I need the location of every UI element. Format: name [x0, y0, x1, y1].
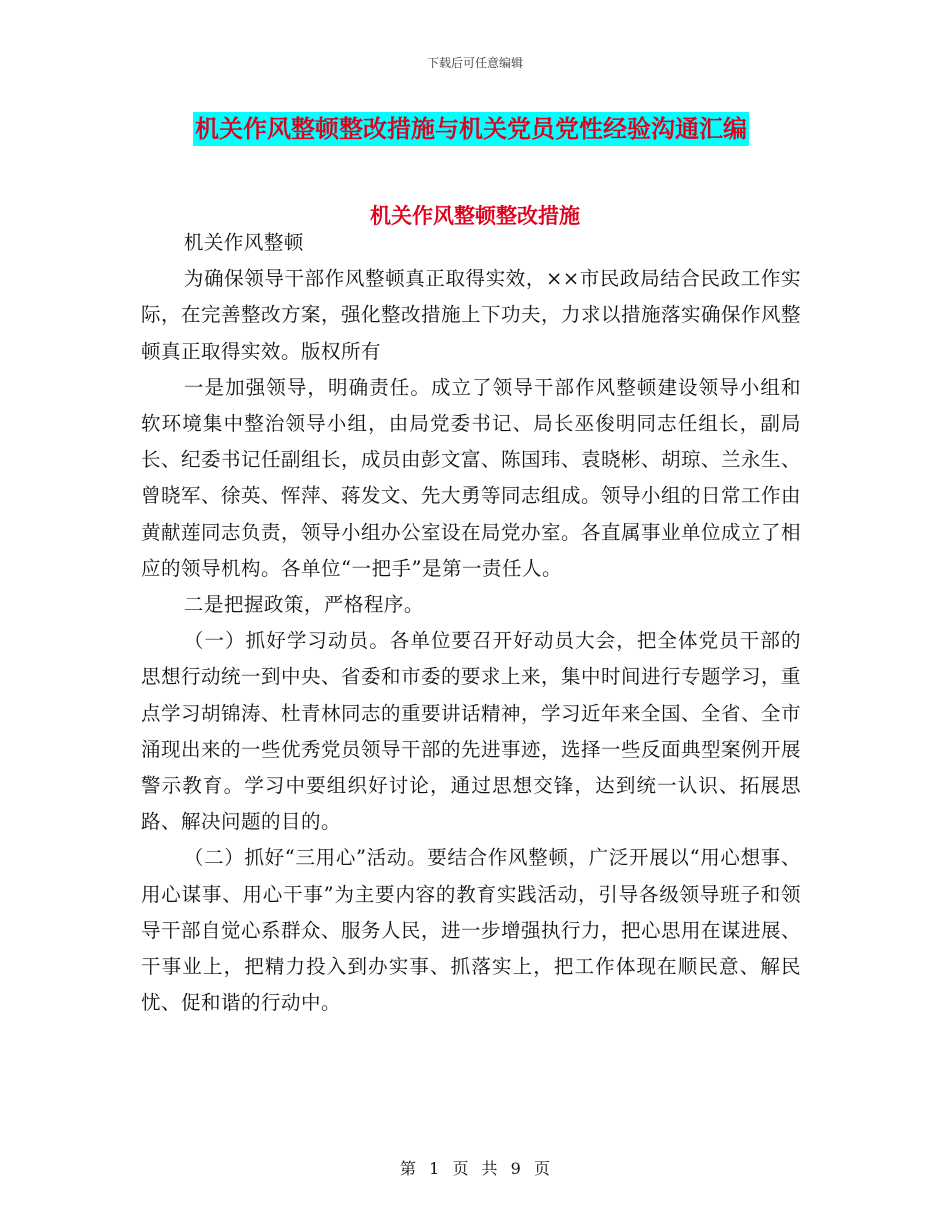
- paragraph: 二是把握政策，严格程序。: [183, 593, 424, 617]
- footer-total-prefix: 共: [481, 1159, 498, 1178]
- body-text: [141, 225, 801, 1021]
- header-note: 下载后可任意编辑: [426, 56, 523, 70]
- main-title: 机关作风整顿整改措施与机关党员党性经验沟通汇编: [193, 112, 749, 146]
- section-title: 机关作风整顿整改措施: [370, 204, 580, 228]
- main-title-wrap: [193, 112, 749, 146]
- paragraph: （二）抓好“三用心”活动。要结合作风整顿，广泛开展以“用心想事、用心谋事、用心干事”为主要内容的教育实践活动，引导各级领导班子和领导干部自觉心系群众、服务人民，进一步增强执行力，把心思用在谋进展、干事业上，把精力投入到办实事、抓落实上，把工作体现在顺民意、解民忧、促和谐的行动中。: [141, 846, 802, 1015]
- paragraph: 机关作风整顿: [183, 231, 304, 254]
- footer-page-number: 1: [429, 1159, 440, 1178]
- paragraph: （一）抓好学习动员。各单位要召开好动员大会，把全体党员干部的思想行动统一到中央、省委和市委的要求上来，集中时间进行专题学习，重点学习胡锦涛、杜青林同志的重要讲话精神，学习近年来全国、全省、全市涌现出来的一些优秀党员领导干部的先进事迹，选择一些反面典型案例开展警示教育。学习中要组织好讨论，通过思想交锋，达到统一认识、拓展思路、解决问题的目的。: [141, 629, 802, 834]
- footer-total-pages: 9: [510, 1159, 521, 1178]
- footer-prefix: 第: [400, 1159, 417, 1178]
- paragraph: 一是加强领导，明确责任。成立了领导干部作风整顿建设领导小组和软环境集中整治领导小组，由局党委书记、局长巫俊明同志任组长，副局长、纪委书记任副组长，成员由彭文富、陈国玮、袁晓彬、胡琼、兰永生、曾晓军、徐英、恽萍、蒋发文、先大勇等同志组成。领导小组的日常工作由黄献莲同志负责，领导小组办公室设在局党办室。各直属事业单位成立了相应的领导机构。各单位“一把手”是第一责任人。: [141, 375, 802, 580]
- paragraph: 为确保领导干部作风整顿真正取得实效，××市民政局结合民政工作实际，在完善整改方案，强化整改措施上下功夫，力求以措施落实确保作风整顿真正取得实效。版权所有: [141, 267, 802, 363]
- page-footer: [0, 1156, 950, 1179]
- footer-page-unit: 页: [452, 1159, 469, 1178]
- footer-total-unit: 页: [533, 1159, 550, 1178]
